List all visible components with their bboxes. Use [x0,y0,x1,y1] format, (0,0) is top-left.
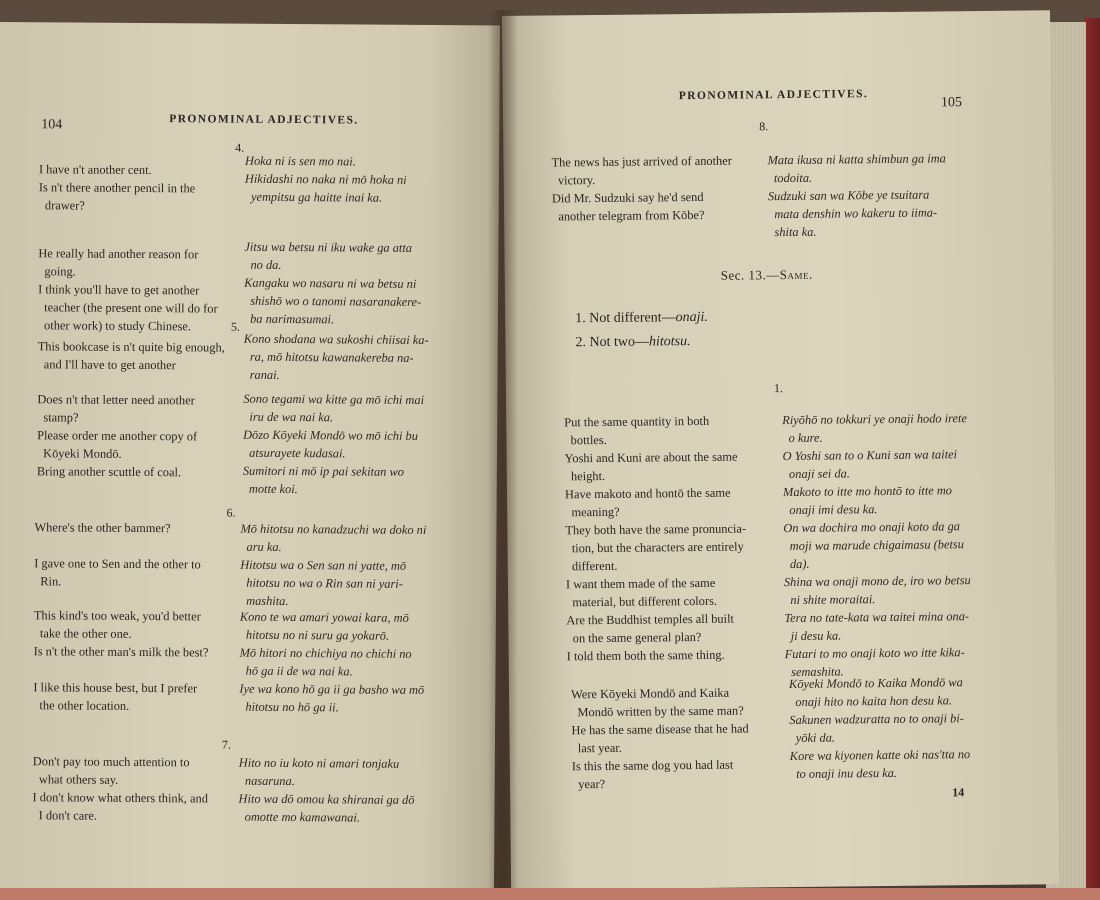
english-text: The news has just arrived of another victory. Did Mr. Sudzuki say he'd send another telegram from Kōbe? [551,153,732,224]
english-text: I have n't another cent. Is n't there another pencil in the drawer? [38,162,196,213]
english-text: Put the same quantity in both bottles. Yoshi and Kuni are about the same height. Have makoto and hontō the same meaning? They both have the same pronuncia- tion, but the characters are entirely different. I want them made of the same material, but different colors. Are the Buddhist temples all built on the same general plan? I told them both the same thing. [564,413,747,664]
meaning-item: 2. Not two—hitotsu. [575,334,691,351]
english-text: Don't pay too much attention to what others say. I don't know what others think, and I don't care. [32,754,208,823]
book-gutter [488,10,518,900]
japanese-text: Kōyeki Mondō to Kaika Mondō wa onaji hito no kaita hon desu ka. Sakunen wadzuratta no to onaji bi- yōki da. Kore wa kiyonen katte oki nas'tta no to onaji inu desu ka. [788,675,971,782]
english-text: Does n't that letter need another stamp? Please order me another copy of Kōyeki Mondō. Bring another scuttle of coal. [36,392,198,480]
japanese-text: Riyōhō no tokkuri ye onaji hodo irete o kure. O Yoshi san to o Kuni san wa taitei onaji sei da. Makoto to itte mo hontō to itte mo onaji imi desu ka. On wa dochira mo onaji koto da ga moji wa marude chigaimasu (betsu da). Shina wa onaji mono de, iro wo betsu ni shite moraitai. Tera no tate-kata wa taitei mina ona- ji desu ka. Futari to mo onaji koto wo itte kika- semashita. [782,411,971,680]
japanese-text: Kono te wa amari yowai kara, mō hitotsu no ni suru ga yokarō. Mō hitori no chichiya no chichi no hō ga ii de wa nai ka. [239,609,412,679]
signature-mark: 14 [952,785,965,800]
english-text: Where's the other bammer? [34,520,171,536]
section-number: 1. [773,381,783,396]
section-heading-prefix: Sec. 13.— [720,267,780,283]
japanese-text: Hitotsu wa o Sen san ni yatte, mō hitotsu no wa o Rin san ni yari- mashita. [239,557,407,609]
right-page [502,10,1059,890]
english-text: This bookcase is n't quite big enough, and I'll have to get another [37,339,225,373]
japanese-text: Mata ikusa ni katta shimbun ga ima todoita. Sudzuki san wa Kōbe ye tsuitara mata denshin wo kakeru to iima- shita ka. [767,151,946,240]
section-number: 6. [226,505,236,520]
running-header: PRONOMINAL ADJECTIVES. [678,88,869,103]
section-number: 5. [230,319,240,334]
section-number: 7. [221,737,232,752]
japanese-text: Jitsu wa betsu ni iku wake ga atta no da. Kangaku wo nasaru ni wa betsu ni shishō wo o tanomi nasaranakere- ba narimasumai. [243,239,422,327]
page-number: 104 [41,117,63,133]
japanese-text: Sono tegami wa kitte ga mō ichi mai iru de wa nai ka. Dōzo Kōyeki Mondō wo mō ichi bu atsurayete kudasai. Sumitori ni mō ip pai sekitan wo motte koi. [242,391,425,497]
japanese-text: Mō hitotsu no kanadzuchi wa doko ni aru ka. [240,521,427,554]
english-text: I like this house best, but I prefer the other location. [33,680,198,713]
english-text: Were Kōyeki Mondō and Kaika Mondō written by the same man? He has the same disease that he had last year. Is this the same dog you had last year? [571,685,749,792]
section-number: 4. [235,140,245,155]
japanese-text: Iye wa kono hō ga ii ga basho wa mō hitotsu no hō ga ii. [239,681,425,715]
english-text: This kind's too weak, you'd better take the other one. Is n't the other man's milk the best? [33,608,209,660]
japanese-text: Hoka ni is sen mo nai. Hikidashi no naka ni mō hoka ni yempitsu ga haitte inai ka. [244,153,407,205]
running-header: PRONOMINAL ADJECTIVES. [169,113,359,127]
book-cover-edge [1084,18,1100,898]
section-number: 8. [759,119,769,134]
english-text: He really had another reason for going. I think you'll have to get another teacher (the present one will do for other work) to study Chinese. [37,246,218,334]
japanese-text: Hito no iu koto ni amari tonjaku nasaruna. Hito wa dō omou ka shiranai ga dō omotte mo kamawanai. [238,755,415,825]
english-text: I gave one to Sen and the other to Rin. [34,556,201,589]
section-heading-title: Same. [779,266,813,283]
section-heading [721,267,813,284]
japanese-text: Kono shodana wa sukoshi chiisai ka- ra, mō hitotsu kawanakereba na- ranai. [243,331,429,382]
page-number: 105 [940,95,963,111]
table-surface [0,888,1100,900]
left-page [0,22,500,900]
meaning-item: 1. Not different—onaji. [575,309,708,327]
